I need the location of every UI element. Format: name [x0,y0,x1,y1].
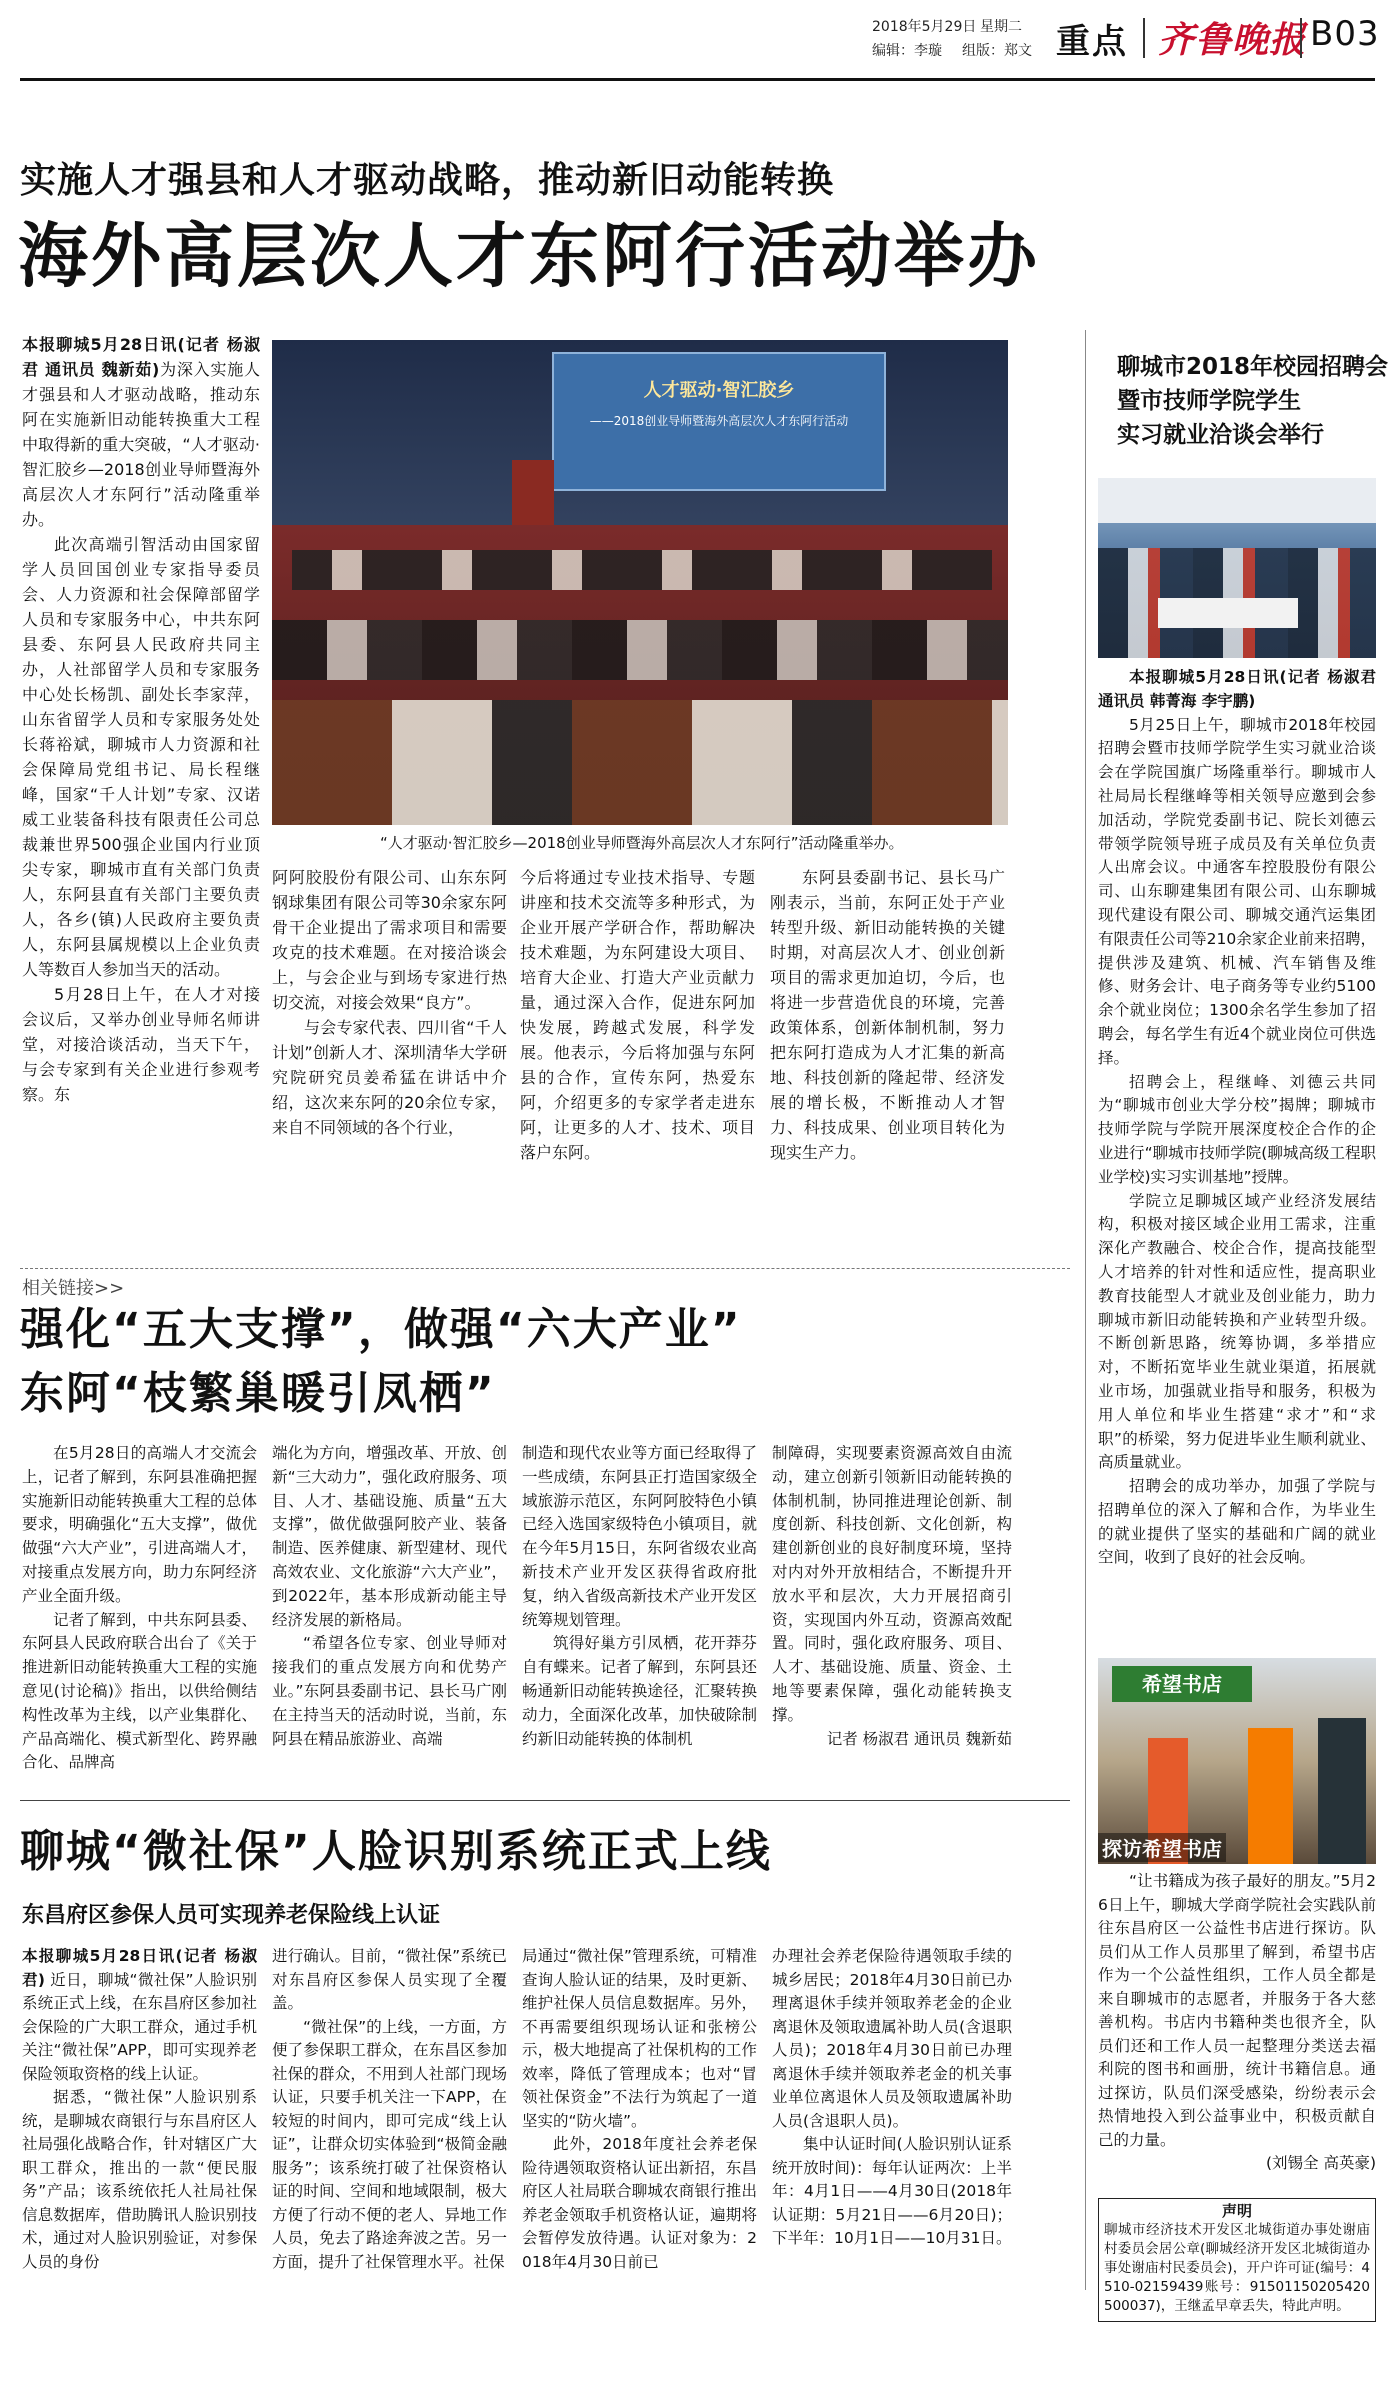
article1-col2: 阿阿胶股份有限公司、山东东阿钢球集团有限公司等30余家东阿骨干企业提出了需求项目和需要攻克的技术难题。在对接洽谈会上，与会企业与到场专家进行热切交流，对接会效果“良方”。 与会专家代表、四川省“千人计划”创新人才、深圳清华大学研究院研究员姜希猛在讲话中介绍，这次来东阿的20余位专家，来自不同领域的各个行业， [272,868,507,1137]
article3-headline-1: 强化“五大支撑”，做强“六大产业” [20,1304,742,1355]
audience-row-1 [292,550,992,590]
article3-byline: 记者 杨淑君 通讯员 魏新茹 [826,1729,1012,1748]
header-date: 2018年5月29日 [872,19,977,35]
related-link: 相关链接>> [22,1278,125,1299]
audience-row-3 [272,700,1008,825]
header-editor: 编辑：李璇 [872,43,942,59]
article3-col4: 制障碍，实现要素资源高效自由流动，建立创新引领新旧动能转换的体制机制，协同推进理论创新、制度创新、科技创新、文化创新，构建创新创业的良好制度环境，坚持对内对外开放相结合，不断提升开放水平和层次，大力开展招商引资，实现国内外互动，资源高效配置。同时，强化政府服务、项目、人才、基础设施、质量、资金、土地等要素保障，强化动能转换支撑。 记者 杨淑君 通讯员 魏新茹 [772,1442,1012,1751]
header-divider [1143,18,1145,58]
article3-rule [20,1268,1070,1269]
notice-body: 聊城市经济技术开发区北城街道办事处谢庙村委员会居公章(聊城经济开发区北城街道办事处谢庙村民委员会)，开户许可证(编号：4510-02159439账号：91501150205420500037)，王继孟早章丢失，特此声明。 [1104,2222,1370,2314]
article1-byline: 本报聊城5月28日讯(记者 杨淑君 通讯员 魏新茹) [22,335,260,379]
section-name: 重点 [1056,22,1128,62]
article1-col4: 东阿县委副书记、县长马广刚表示，当前，东阿正处于产业转型升级、新旧动能转换的关键时期，对高层次人才、创业创新项目的需求更加迫切，今后，也将进一步营造优良的环境，完善政策体系，创新体制机制，努力把东阿打造成为人才汇集的新高地、科技创新的隆起带、经济发展的增长极，不断推动人才智力、科技成果、创业项目转化为现实生产力。 [770,868,1005,1162]
header-weekday: 星期二 [980,19,1022,35]
volunteer-3 [1318,1718,1366,1864]
article2-body: 本报聊城5月28日讯(记者 杨淑君 通讯员 韩菁海 李宇鹏) 5月25日上午，聊城市2018年校园招聘会暨市技师学院学生实习就业洽谈会在学院国旗广场隆重举行。聊城市人社局局长程继峰等相关领导应邀到会参加活动，学院党委副书记、院长刘德云带领学院领导班子成员及有关单位负责人出席会议。中通客车控股股份有限公司、山东聊建集团有限公司、山东聊城现代建设有限公司、聊城交通汽运集团有限责任公司等210余家企业前来招聘，提供涉及建筑、机械、汽车销售及维修、财务会计、电子商务等专业约5100余个就业岗位；1300余名学生参加了招聘会，每名学生有近4个就业岗位可供选择。 招聘会上，程继峰、刘德云共同为“聊城市创业大学分校”揭牌；聊城市技师学院与学院开展深度校企合作的企业进行“聊城市技师学院(聊城高级工程职业学校)实习实训基地”授牌。 学院立足聊城区域产业经济发展结构，积极对接区域企业用工需求，注重深化产教融合、校企合作，提高技能型人才培养的针对性和适应性，提高职业教育技能型人才就业及创业能力，助力聊城市新旧动能转换和产业转型升级。不断创新思路，统筹协调，多举措应对，不断拓宽毕业生就业渠道，拓展就业市场，加强就业指导和服务，积极为用人单位和毕业生搭建“求才”和“求职”的桥梁，努力促进毕业生顺利就业、高质量就业。 招聘会的成功举办，加强了学院与招聘单位的深入了解和合作，为毕业生的就业提供了坚实的基础和广阔的就业空间，收到了良好的社会反响。 [1098,668,1376,1567]
article3-headline-2: 东阿“枝繁巢暖引凤栖” [20,1368,496,1419]
main-headline: 海外高层次人才东阿行活动举办 [18,215,1040,297]
conference-photo [272,340,1008,825]
kicker: 实施人才强县和人才驱动战略，推动新旧动能转换 [20,160,835,201]
article2-byline: 本报聊城5月28日讯(记者 杨淑君 通讯员 韩菁海 李宇鹏) [1098,668,1376,710]
job-fair-photo [1098,478,1376,658]
projection-screen [552,352,886,491]
article1-col3: 今后将通过专业技术指导、专题讲座和技术交流等多种形式，为企业开展产学研合作，帮助解决技术难题，为东阿建设大项目、培育大企业、打造大产业贡献力量，通过深入合作，促进东阿加快发展，跨越式发展，科学发展。他表示，今后将加强与东阿县的合作，宣传东阿，热爱东阿，介绍更多的专家学者走进东阿，让更多的人才、技术、项目落户东阿。 [520,868,755,1162]
column-divider [1085,330,1086,2290]
article3-col2: 端化为方向，增强改革、开放、创新“三大动力”，强化政府服务、项目、人才、基础设施、质量“五大支撑”，做优做强阿胶产业、装备制造、医养健康、新型建材、现代高效农业、文化旅游“六大产业”，到2022年，基本形成新动能主导经济发展的新格局。 “希望各位专家、创业导师对接我们的重点发展方向和优势产业。”东阿县委副书记、县长马广刚在主持当天的活动时说，当前，东阿县在精品旅游业、高端 [272,1444,507,1748]
article5-col4: 办理社会养老保险待遇领取手续的城乡居民；2018年4月30日前已办理离退休手续并领取养老金的企业离退休及领取遗属补助人员(含退职人员)；2018年4月30日前已办理离退休手续并领取养老金的机关事业单位离退休人员及领取遗属补助人员(含退职人员)。 集中认证时间(人脸识别认证系统开放时间)：每年认证两次：上半年：4月1日——4月30日(2018年认证期：5月21日——6月20日)；下半年：10月1日——10月31日。 [772,1947,1012,2247]
article5-col2: 进行确认。目前，“微社保”系统已对东昌府区参保人员实现了全覆盖。 “微社保”的上线，一方面，方便了参保职工群众，在东昌区参加社保的群众，不用到人社部门现场认证，只要手机关注一下APP，在较短的时间内，即可完成“线上认证”，让群众切实体验到“极简金融服务”；该系统打破了社保资格认证的时间、空间和地域限制，极大方便了行动不便的老人、异地工作人员，免去了路途奔波之苦。另一方面，提升了社保管理水平。社保 [272,1947,507,2271]
bookstore-photo [1098,1658,1376,1864]
page-number: B03 [1310,14,1380,54]
article5-subhead: 东昌府区参保人员可实现养老保险线上认证 [22,1903,441,1928]
bookstore-sign: 希望书店 [1112,1666,1252,1702]
podium [512,460,554,530]
volunteer-2 [1248,1728,1293,1864]
article5-col1: 本报聊城5月28日讯(记者 杨淑君) 近日，聊城“微社保”人脸识别系统正式上线，在东昌府区参加社会保险的广大职工群众，通过手机关注“微社保”APP，即可实现养老保险领取资格的线上认证。 据悉，“微社保”人脸识别系统，是聊城农商银行与东昌府区人社局强化战略合作，针对辖区广大职工群众，推出的一款“便民服务”产品；该系统依托人社局社保信息数据库，借助腾讯人脸识别技术，通过对人脸识别验证，对参保人员的身份 [22,1947,257,2271]
notice-title: 声明 [1221,2202,1252,2220]
screen-subtitle: ——2018创业导师暨海外高层次人才东阿行活动 [589,414,849,428]
masthead-rule [20,78,1375,81]
article3-col3: 制造和现代农业等方面已经取得了一些成绩，东阿县正打造国家级全域旅游示范区，东阿阿胶特色小镇已经入选国家级特色小镇项目，就在今年5月15日，东阿省级农业高新技术产业开发区获得省政府批复，纳入省级高新技术产业开发区统筹规划管理。 筑得好巢方引凤栖，花开莽芬自有蝶来。记者了解到，东阿县还畅通新旧动能转换途径，汇聚转换动力，全面深化改革，加快破除制约新旧动能转换的体制机 [522,1444,757,1748]
masthead [0,0,1395,80]
article1-col1: 本报聊城5月28日讯(记者 杨淑君 通讯员 魏新茹)为深入实施人才强县和人才驱动战略，推动东阿在实施新旧动能转换重大工程中取得新的重大突破，“人才驱动·智汇胶乡—2018创业导师暨海外高层次人才东阿行”活动隆重举办。 此次高端引智活动由国家留学人员回国创业专家指导委员会、人力资源和社会保障部留学人员和专家服务中心，中共东阿县委、东阿县人民政府共同主办，人社部留学人员和专家服务中心处长杨凯、副处长李家萍，山东省留学人员和专家服务处处长蒋裕斌，聊城市人力资源和社会保障局党组书记、局长程继峰，国家“千人计划”专家、汉诺威工业装备科技有限责任公司总裁兼世界500强企业国内行业顶尖专家，聊城市直有关部门负责人，东阿县直有关部门主要负责人，各乡(镇)人民政府主要负责人，东阿县属规模以上企业负责人等数百人参加当天的活动。 5月28日上午，在人才对接会议后，又举办创业导师名师讲堂，对接洽谈活动，当天下午，与会专家到有关企业进行参观考察。东 [22,335,260,1104]
article3-col1: 在5月28日的高端人才交流会上，记者了解到，东阿县准确把握实施新旧动能转换重大工程的总体要求，明确强化“五大支撑”，做优做强“六大产业”，引进高端人才，对接重点发展方向，助力东阿经济产业全面升级。 记者了解到，中共东阿县委、东阿县人民政府联合出台了《关于推进新旧动能转换重大工程的实施意见(讨论稿)》指出，以供给侧结构性改革为主线，以产业集群化、产品高端化、模式新型化、跨界融合化、品牌高 [22,1444,257,1772]
screen-title: 人才驱动·智汇胶乡 [643,380,795,401]
header-layout: 组版：郑文 [962,43,1032,59]
article5-rule [20,1800,1070,1801]
fair-table [1158,598,1298,628]
fair-tent [1098,478,1376,523]
header-divider-2 [1300,18,1302,58]
article4-body: “让书籍成为孩子最好的朋友。”5月26日上午，聊城大学商学院社会实践队前往东昌府区一公益性书店进行探访。队员们从工作人员那里了解到，希望书店作为一个公益性组织，工作人员全都是来自聊城市的志愿者，并服务于各大慈善机构。书店内书籍种类也很齐全，队员们还和工作人员一起整理分类送去福利院的图书和画册，统计书籍信息。通过探访，队员们深受感染，纷纷表示会热情地投入到公益事业中，积极贡献自己的力量。 (刘锡全 高英豪) [1098,1870,1376,2176]
article5-byline: 本报聊城5月28日讯(记者 杨淑君) [22,1947,257,1989]
notice-box [1098,2198,1376,2322]
photo-caption: “人才驱动·智汇胶乡—2018创业导师暨海外高层次人才东阿行”活动隆重举办。 [380,834,904,852]
article4-byline: (刘锡全 高英豪) [1265,2154,1376,2172]
audience-row-2 [272,620,1008,680]
article2-title: 聊城市2018年校园招聘会 暨市技师学院学生 实习就业洽谈会举行 [1117,354,1389,448]
paper-logo: 齐鲁晚报 [1158,19,1307,61]
article5-headline: 聊城“微社保”人脸识别系统正式上线 [20,1826,772,1877]
bookstore-photo-caption: 探访希望书店 [1098,1833,1226,1862]
article5-col3: 局通过“微社保”管理系统，可精准查询人脸认证的结果，及时更新、维护社保人员信息数据库。另外，不再需要组织现场认证和张榜公示，极大地提高了社保机构的工作效率，降低了管理成本；也对“冒领社保资金”不法行为筑起了一道坚实的“防火墙”。 此外，2018年度社会养老保险待遇领取资格认证出新招，东昌府区人社局联合聊城农商银行推出养老金领取手机资格认证，遍期将会暂停发放待遇。认证对象为：2018年4月30日前已 [522,1947,757,2271]
